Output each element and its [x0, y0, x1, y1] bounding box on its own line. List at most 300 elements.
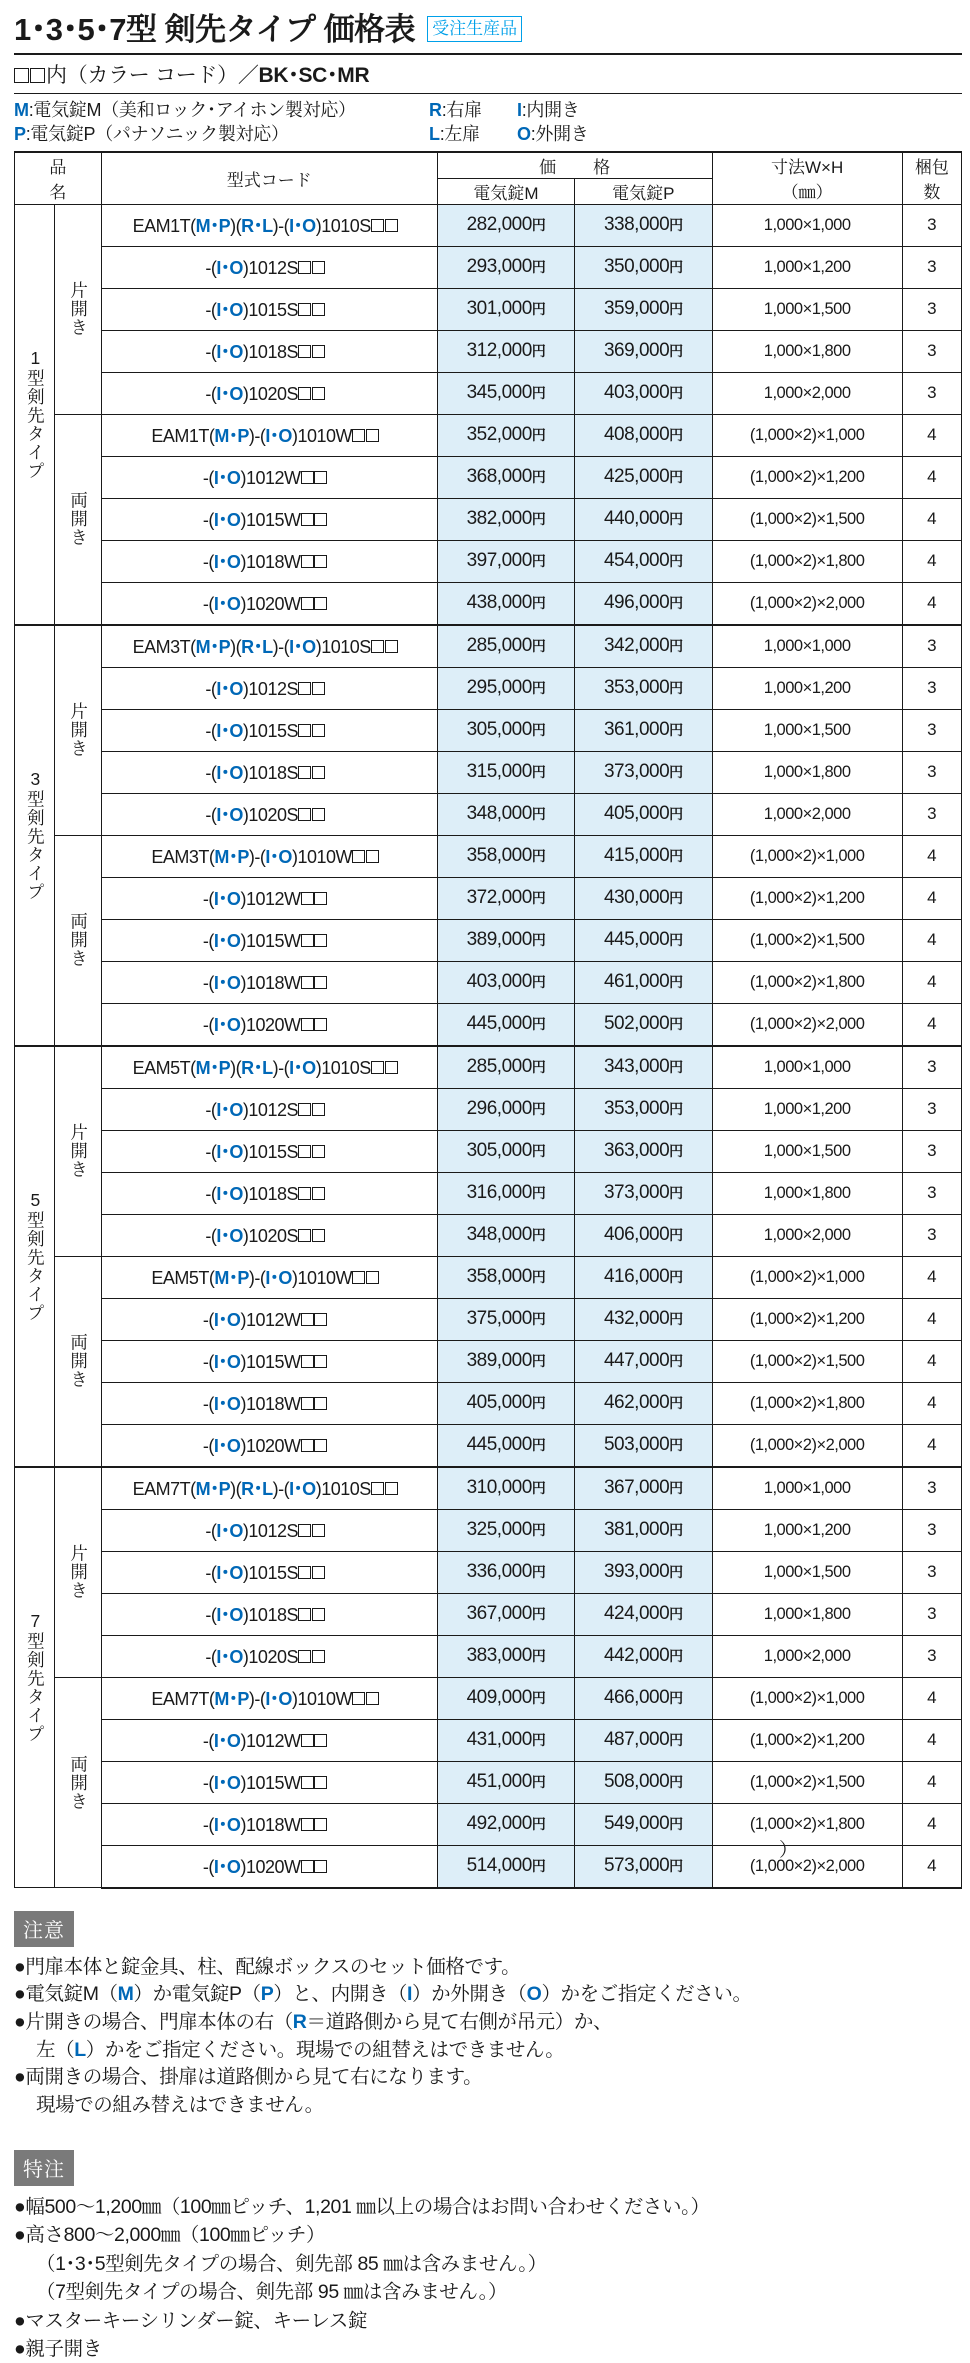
price-m-cell: 445,000円: [437, 1003, 574, 1046]
dimension-cell: 1,000×1,200: [712, 667, 902, 709]
pack-count-cell: 3: [902, 372, 961, 414]
code-swing-opt: (I･O): [208, 468, 246, 488]
code-size: 1012W: [245, 889, 301, 909]
model-code-cell: [101, 1382, 437, 1424]
color-code-box-icon: [301, 1818, 314, 1831]
color-code-box-icon: [301, 1776, 314, 1789]
code-swing-opt: (I･O): [283, 1479, 322, 1499]
price-m-cell: 451,000円: [437, 1761, 574, 1803]
dimension-cell: 1,000×1,800: [712, 1593, 902, 1635]
note-key: I: [407, 1983, 413, 2006]
price-m-cell: 315,000円: [437, 751, 574, 793]
code-size: 1010S: [321, 216, 371, 236]
price-p-cell: 338,000円: [575, 204, 712, 246]
model-code-cell: [101, 246, 437, 288]
price-m-cell: 492,000円: [437, 1803, 574, 1845]
note-text: ）か外開き（: [412, 1983, 527, 2006]
special-item: [14, 2278, 970, 2306]
model-code-cell: [101, 1256, 437, 1298]
code-dash: -: [205, 300, 211, 320]
color-code-box-icon: [314, 892, 327, 905]
table-row: [15, 1467, 962, 1510]
price-table: [14, 151, 962, 1889]
price-p-cell: 343,000円: [575, 1046, 712, 1089]
price-p-cell: 342,000円: [575, 625, 712, 668]
model-code-cell: [101, 498, 437, 540]
table-row: [15, 667, 962, 709]
table-row: [15, 540, 962, 582]
note-item: [14, 2009, 970, 2037]
pack-count-cell: 4: [902, 1677, 961, 1719]
pack-count-cell: 3: [902, 1635, 961, 1677]
code-prefix: EAM1T: [151, 426, 209, 446]
price-p-cell: 350,000円: [575, 246, 712, 288]
code-swing-opt: (I･O): [208, 552, 246, 572]
code-dash: -: [254, 1268, 260, 1288]
model-code-cell: [101, 582, 437, 625]
code-dash: -: [205, 1184, 211, 1204]
code-dash: -: [205, 342, 211, 362]
pack-count-cell: 4: [902, 877, 961, 919]
color-code-box-icon: [385, 1061, 398, 1074]
table-row: [15, 1298, 962, 1340]
model-code-cell: [101, 877, 437, 919]
pack-count-cell: 3: [902, 667, 961, 709]
code-size: 1010S: [321, 1058, 371, 1078]
open-type-label: 両開き: [68, 1754, 89, 1810]
model-code-cell: [101, 793, 437, 835]
color-code-box-icon: [298, 303, 311, 316]
special-bullet-icon: ●: [14, 2337, 26, 2360]
price-p-cell: 502,000円: [575, 1003, 712, 1046]
code-size: 1012W: [245, 468, 301, 488]
model-code-cell: [101, 919, 437, 961]
code-swing-opt: (I･O): [208, 1857, 246, 1877]
color-code-box-icon: [314, 1734, 327, 1747]
pack-count-cell: 4: [902, 582, 961, 625]
price-p-cell: 461,000円: [575, 961, 712, 1003]
code-dash: -: [202, 1436, 209, 1456]
code-swing-opt: (I･O): [208, 1731, 246, 1751]
group-name-label: 3型剣先タイプ: [25, 769, 46, 901]
code-lock-opt: (M･P): [190, 1058, 236, 1078]
pack-label-2: 数: [923, 183, 941, 202]
code-dash: -: [205, 805, 211, 825]
special-text: （7型剣先タイプの場合、剣先部 95 ㎜は含みません。）: [36, 2281, 508, 2304]
code-lock-opt: (M･P): [208, 1689, 255, 1709]
dimension-cell: (1,000×2)×1,200: [712, 877, 902, 919]
table-row: [15, 498, 962, 540]
code-swing-opt: (I･O): [259, 426, 298, 446]
code-swing-opt: (I･O): [210, 805, 249, 825]
code-prefix: EAM1T: [132, 216, 191, 236]
table-row: [15, 1256, 962, 1298]
price-m-cell: 368,000円: [437, 456, 574, 498]
code-size: 1020W: [245, 1436, 301, 1456]
color-code-box-icon: [298, 261, 311, 274]
price-m-cell: 431,000円: [437, 1719, 574, 1761]
price-p-cell: 353,000円: [575, 1088, 712, 1130]
note-bullet-icon: ●: [14, 1983, 26, 2006]
price-m-cell: 293,000円: [437, 246, 574, 288]
note-text: 現場での組み替えはできません。: [36, 2093, 324, 2116]
pack-count-cell: 3: [902, 625, 961, 668]
price-m-cell: 305,000円: [437, 1130, 574, 1172]
code-swing-opt: (I･O): [208, 1773, 246, 1793]
legend-text-o: :外開き: [530, 123, 589, 144]
code-swing-opt: (I･O): [210, 1647, 249, 1667]
table-row: [15, 1424, 962, 1467]
code-dash: -: [202, 1394, 209, 1414]
color-code-values: BK･SC･MR: [258, 64, 370, 87]
code-size: 1020S: [248, 1647, 298, 1667]
note-text: 片開きの場合、門扉本体の右（: [25, 2010, 293, 2033]
note-text: 電気錠M（: [25, 1983, 118, 2006]
price-m-cell: 372,000円: [437, 877, 574, 919]
color-code-box-icon: [314, 1313, 327, 1326]
table-row: [15, 961, 962, 1003]
color-code-box-icon: [312, 1229, 325, 1242]
price-m-cell: 305,000円: [437, 709, 574, 751]
color-code-box-icon: [301, 1355, 314, 1368]
color-code-box-icon: [301, 1397, 314, 1410]
code-dash: -: [205, 763, 211, 783]
table-row: [15, 246, 962, 288]
code-swing-opt: (I･O): [208, 510, 246, 530]
price-m-cell: 358,000円: [437, 835, 574, 877]
open-type-label: 両開き: [68, 1333, 89, 1389]
price-p-cell: 361,000円: [575, 709, 712, 751]
pack-count-cell: 3: [902, 793, 961, 835]
legend-key-p: P: [14, 123, 26, 144]
code-hinge-opt: (R･L): [235, 1479, 279, 1499]
pack-count-cell: 4: [902, 456, 961, 498]
code-swing-opt: (I･O): [208, 889, 246, 909]
code-swing-opt: (I･O): [283, 1058, 322, 1078]
pack-count-cell: 4: [902, 1298, 961, 1340]
special-body: [14, 2193, 970, 2363]
code-dash: -: [205, 679, 211, 699]
open-type-label: 片開き: [68, 702, 89, 758]
special-item: [14, 2335, 970, 2363]
code-swing-opt: (I･O): [210, 1605, 249, 1625]
color-code-box-icon: [314, 555, 327, 568]
price-m-cell: 348,000円: [437, 1214, 574, 1256]
pack-count-cell: 3: [902, 1172, 961, 1214]
model-code-cell: [101, 709, 437, 751]
code-lock-opt: (M･P): [208, 1268, 255, 1288]
group-name-label: 1型剣先タイプ: [25, 348, 46, 480]
note-text: ）かをご指定ください。現場での組替えはできません。: [85, 2038, 565, 2061]
code-dash: -: [202, 1310, 209, 1330]
code-lock-opt: (M･P): [208, 426, 255, 446]
color-code-box-icon: [314, 597, 327, 610]
price-m-cell: 316,000円: [437, 1172, 574, 1214]
table-row: [15, 835, 962, 877]
code-swing-opt: (I･O): [259, 1268, 298, 1288]
code-swing-opt: (I･O): [210, 763, 249, 783]
price-p-cell: 487,000円: [575, 1719, 712, 1761]
code-size: 1015W: [245, 510, 301, 530]
color-code-box-icon: [298, 1187, 311, 1200]
color-code-box-icon: [314, 1818, 327, 1831]
pack-count-cell: 4: [902, 919, 961, 961]
table-row: [15, 1214, 962, 1256]
dimension-unit: （㎜）: [781, 183, 833, 202]
table-row: [15, 288, 962, 330]
price-m-cell: 312,000円: [437, 330, 574, 372]
code-swing-opt: (I･O): [208, 973, 246, 993]
note-key: O: [526, 1983, 542, 2006]
color-code-box-icon: [371, 1482, 384, 1495]
note-item: [14, 1981, 970, 2009]
pack-count-cell: 3: [902, 1046, 961, 1089]
code-dash: -: [202, 1015, 209, 1035]
color-code-box-icon: [298, 766, 311, 779]
code-size: 1010W: [297, 426, 352, 446]
code-swing-opt: (I･O): [210, 679, 249, 699]
note-item: [14, 2064, 970, 2092]
table-row: [15, 751, 962, 793]
code-prefix: EAM5T: [151, 1268, 209, 1288]
color-code-box-icon: [301, 976, 314, 989]
color-code-box-icon: [298, 682, 311, 695]
special-item: [14, 2193, 970, 2221]
color-code-box-icon: [314, 1776, 327, 1789]
table-row: [15, 1593, 962, 1635]
legend-key-i: I: [517, 100, 522, 120]
legend-row: [14, 99, 970, 123]
code-dash: -: [202, 468, 209, 488]
code-size: 1015W: [245, 931, 301, 951]
code-swing-opt: (I･O): [208, 594, 246, 614]
price-m-cell: 325,000円: [437, 1509, 574, 1551]
model-code-cell: [101, 1172, 437, 1214]
pack-count-cell: 3: [902, 1130, 961, 1172]
price-m-cell: 514,000円: [437, 1845, 574, 1888]
open-type-cell: [55, 625, 102, 836]
color-code-box-icon: [312, 1145, 325, 1158]
model-code-cell: [101, 1593, 437, 1635]
price-p-cell: 442,000円: [575, 1635, 712, 1677]
code-swing-opt: (I･O): [210, 384, 249, 404]
color-code-box-icon: [352, 429, 365, 442]
price-m-cell: 383,000円: [437, 1635, 574, 1677]
table-row: [15, 919, 962, 961]
col-header-pack: [902, 152, 961, 205]
pack-count-cell: 4: [902, 1761, 961, 1803]
code-size: 1018W: [245, 1394, 301, 1414]
code-size: 1015S: [248, 300, 298, 320]
pack-count-cell: 3: [902, 1088, 961, 1130]
table-row: [15, 582, 962, 625]
stray-paren: ）: [778, 1840, 798, 1861]
dimension-cell: 1,000×1,200: [712, 1088, 902, 1130]
code-size: 1010S: [321, 637, 371, 657]
price-p-cell: 454,000円: [575, 540, 712, 582]
price-m-cell: 345,000円: [437, 372, 574, 414]
pack-count-cell: 4: [902, 1003, 961, 1046]
open-type-cell: [55, 204, 102, 414]
legend-key-l: L: [429, 123, 440, 144]
code-dash: -: [202, 889, 209, 909]
price-m-cell: 389,000円: [437, 1340, 574, 1382]
pack-count-cell: 3: [902, 709, 961, 751]
color-code-box-icon: [366, 429, 379, 442]
legend-text-p: :電気錠P（パナソニック製対応）: [25, 123, 289, 144]
color-code-box-icon: [366, 1271, 379, 1284]
code-size: 1015S: [248, 1142, 298, 1162]
model-code-cell: [101, 835, 437, 877]
pack-count-cell: 4: [902, 1719, 961, 1761]
price-p-cell: 432,000円: [575, 1298, 712, 1340]
code-swing-opt: (I･O): [210, 1184, 249, 1204]
price-p-cell: 367,000円: [575, 1467, 712, 1510]
code-swing-opt: (I･O): [210, 300, 249, 320]
color-code-box-icon: [312, 1566, 325, 1579]
code-dash: -: [205, 258, 211, 278]
table-row: [15, 1088, 962, 1130]
code-dash: -: [205, 1100, 211, 1120]
code-size: 1015W: [245, 1773, 301, 1793]
model-code-cell: [101, 1677, 437, 1719]
color-code-box-icon: [301, 555, 314, 568]
model-code-cell: [101, 961, 437, 1003]
code-dash: -: [278, 1058, 284, 1078]
color-code-box-icon: [298, 808, 311, 821]
dimension-cell: 1,000×1,000: [712, 1467, 902, 1510]
table-row: [15, 414, 962, 456]
col-header-price: 価 格: [437, 152, 712, 179]
legend-row: [14, 123, 970, 147]
code-dash: -: [202, 1815, 209, 1835]
code-size: 1020S: [248, 805, 298, 825]
table-row: [15, 1130, 962, 1172]
model-code-cell: [101, 204, 437, 246]
code-dash: -: [202, 1773, 209, 1793]
color-code-box-icon: [298, 1650, 311, 1663]
color-code-box-icon: [301, 1860, 314, 1873]
table-row: [15, 330, 962, 372]
code-prefix: EAM3T: [132, 637, 191, 657]
pack-count-cell: 3: [902, 330, 961, 372]
color-code-box-icon: [312, 724, 325, 737]
color-code-box-icon: [298, 1145, 311, 1158]
code-lock-opt: (M･P): [190, 637, 236, 657]
code-size: 1012W: [245, 1310, 301, 1330]
color-code-box-icon: [385, 1482, 398, 1495]
table-row: [15, 1551, 962, 1593]
note-key: P: [260, 1983, 274, 2006]
code-size: 1020W: [245, 1015, 301, 1035]
price-p-cell: 369,000円: [575, 330, 712, 372]
color-code-box-icon: [371, 640, 384, 653]
special-bullet-icon: ●: [14, 2195, 26, 2218]
code-dash: -: [202, 1857, 209, 1877]
code-swing-opt: (I･O): [208, 1352, 246, 1372]
legend-text-l: :左扉: [439, 123, 480, 144]
dimension-cell: 1,000×2,000: [712, 1635, 902, 1677]
color-code-box-icon: [352, 850, 365, 863]
code-size: 1010W: [297, 847, 352, 867]
price-table-head: [15, 152, 962, 205]
dimension-cell: (1,000×2)×1,800: [712, 540, 902, 582]
dimension-cell: 1,000×1,500: [712, 1130, 902, 1172]
price-m-cell: 397,000円: [437, 540, 574, 582]
open-type-cell: [55, 1677, 102, 1888]
color-code-box-icon: [301, 471, 314, 484]
model-code-cell: [101, 1509, 437, 1551]
price-p-cell: 373,000円: [575, 1172, 712, 1214]
pack-count-cell: 3: [902, 204, 961, 246]
code-size: 1015S: [248, 721, 298, 741]
price-p-cell: 393,000円: [575, 1551, 712, 1593]
code-prefix: EAM5T: [132, 1058, 191, 1078]
legend-key-r: R: [429, 100, 442, 120]
price-m-cell: 438,000円: [437, 582, 574, 625]
note-key: M: [117, 1983, 134, 2006]
price-p-cell: 403,000円: [575, 372, 712, 414]
color-code-row: [0, 55, 970, 93]
note-item: [14, 2037, 970, 2065]
price-p-cell: 424,000円: [575, 1593, 712, 1635]
table-row: [15, 1382, 962, 1424]
table-row: [15, 793, 962, 835]
color-code-box-icon: [314, 1018, 327, 1031]
color-code-box-icon: [314, 976, 327, 989]
table-row: [15, 1719, 962, 1761]
price-m-cell: 405,000円: [437, 1382, 574, 1424]
price-p-cell: 440,000円: [575, 498, 712, 540]
pack-count-cell: 4: [902, 540, 961, 582]
dimension-cell: (1,000×2)×1,500: [712, 919, 902, 961]
model-code-cell: [101, 330, 437, 372]
price-m-cell: 409,000円: [437, 1677, 574, 1719]
legend-key-m: M: [14, 100, 29, 120]
code-swing-opt: (I･O): [208, 1436, 246, 1456]
code-dash: -: [278, 637, 284, 657]
notes-section: [14, 1911, 970, 2120]
pack-count-cell: 3: [902, 1214, 961, 1256]
legend-text-i: :内開き: [521, 100, 580, 120]
dimension-cell: 1,000×2,000: [712, 1214, 902, 1256]
note-bullet-icon: ●: [14, 2010, 26, 2033]
dimension-cell: (1,000×2)×2,000: [712, 1424, 902, 1467]
table-row: [15, 1340, 962, 1382]
color-code-box-icon: [312, 387, 325, 400]
color-code-box-icon: [312, 261, 325, 274]
pack-count-cell: 4: [902, 414, 961, 456]
color-box-1-icon: [14, 68, 29, 83]
code-size: 1018S: [248, 1605, 298, 1625]
pack-count-cell: 4: [902, 835, 961, 877]
pack-count-cell: 3: [902, 288, 961, 330]
model-code-cell: [101, 1845, 437, 1888]
color-code-box-icon: [312, 1524, 325, 1537]
pack-count-cell: 4: [902, 1382, 961, 1424]
color-code-box-icon: [366, 850, 379, 863]
open-type-label: 両開き: [68, 912, 89, 968]
note-key: R: [292, 2010, 307, 2033]
open-type-label: 片開き: [68, 281, 89, 337]
notes-body: [14, 1954, 970, 2120]
table-row: [15, 877, 962, 919]
open-type-cell: [55, 1256, 102, 1467]
color-code-box-icon: [312, 766, 325, 779]
pack-count-cell: 4: [902, 1803, 961, 1845]
model-code-cell: [101, 1467, 437, 1510]
price-m-cell: 348,000円: [437, 793, 574, 835]
